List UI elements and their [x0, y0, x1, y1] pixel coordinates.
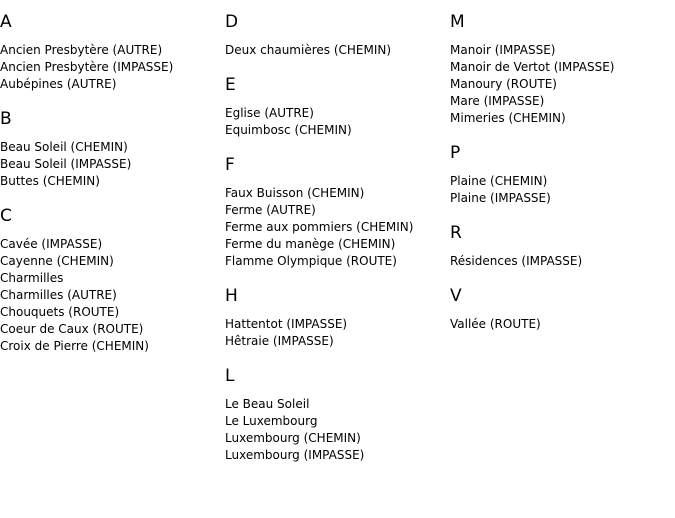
section-c — [0, 205, 220, 355]
section-l — [225, 365, 445, 464]
section-a — [0, 11, 220, 93]
section-letter: A — [0, 12, 12, 32]
section-d — [225, 11, 445, 59]
street-item: Vallée (ROUTE) — [450, 317, 541, 331]
section-h — [225, 285, 445, 350]
street-list — [225, 105, 445, 139]
section-letter: E — [225, 75, 236, 95]
street-item: Plaine (CHEMIN) — [450, 174, 548, 188]
street-item: Charmilles (AUTRE) — [0, 288, 117, 302]
section-letter: L — [225, 366, 235, 386]
street-item: Manoir (IMPASSE) — [450, 43, 556, 57]
section-letter: R — [450, 223, 462, 243]
street-list — [450, 316, 670, 333]
section-b — [0, 108, 220, 190]
street-item: Mare (IMPASSE) — [450, 94, 545, 108]
street-item: Plaine (IMPASSE) — [450, 191, 551, 205]
street-item: Equimbosc (CHEMIN) — [225, 123, 352, 137]
street-item: Charmilles — [0, 271, 64, 285]
street-item: Ancien Presbytère (AUTRE) — [0, 43, 163, 57]
street-item: Luxembourg (IMPASSE) — [225, 448, 365, 462]
street-item: Beau Soleil (CHEMIN) — [0, 140, 128, 154]
street-item: Mimeries (CHEMIN) — [450, 111, 566, 125]
street-item: Manoury (ROUTE) — [450, 77, 557, 91]
section-r — [450, 222, 670, 270]
column-1 — [0, 11, 220, 370]
section-letter: C — [0, 206, 12, 226]
street-item: Hattentot (IMPASSE) — [225, 317, 348, 331]
section-m — [450, 11, 670, 127]
street-item: Faux Buisson (CHEMIN) — [225, 186, 365, 200]
street-list — [0, 139, 220, 190]
section-f — [225, 154, 445, 270]
street-list — [450, 173, 670, 207]
street-item: Coeur de Caux (ROUTE) — [0, 322, 144, 336]
section-v — [450, 285, 670, 333]
street-item: Cayenne (CHEMIN) — [0, 254, 114, 268]
column-3 — [450, 11, 670, 348]
street-item: Ferme du manège (CHEMIN) — [225, 237, 396, 251]
street-item: Résidences (IMPASSE) — [450, 254, 583, 268]
street-item: Ferme aux pommiers (CHEMIN) — [225, 220, 414, 234]
section-letter: H — [225, 286, 238, 306]
section-letter: P — [450, 143, 461, 163]
column-2 — [225, 11, 445, 479]
street-item: Le Luxembourg — [225, 414, 318, 428]
street-item: Ancien Presbytère (IMPASSE) — [0, 60, 174, 74]
street-item: Flamme Olympique (ROUTE) — [225, 254, 397, 268]
section-e — [225, 74, 445, 139]
street-item: Buttes (CHEMIN) — [0, 174, 100, 188]
street-item: Manoir de Vertot (IMPASSE) — [450, 60, 615, 74]
street-item: Luxembourg (CHEMIN) — [225, 431, 361, 445]
street-item: Le Beau Soleil — [225, 397, 310, 411]
street-list — [450, 253, 670, 270]
section-letter: M — [450, 12, 465, 32]
street-item: Eglise (AUTRE) — [225, 106, 314, 120]
street-list — [225, 42, 445, 59]
street-list — [225, 316, 445, 350]
street-item: Aubépines (AUTRE) — [0, 77, 117, 91]
section-p — [450, 142, 670, 207]
section-letter: F — [225, 155, 235, 175]
street-list — [225, 185, 445, 270]
street-item: Deux chaumières (CHEMIN) — [225, 43, 392, 57]
street-item: Cavée (IMPASSE) — [0, 237, 103, 251]
street-list — [450, 42, 670, 127]
street-list — [0, 236, 220, 355]
street-list — [225, 396, 445, 464]
section-letter: B — [0, 109, 12, 129]
street-item: Ferme (AUTRE) — [225, 203, 316, 217]
street-item: Chouquets (ROUTE) — [0, 305, 120, 319]
street-item: Beau Soleil (IMPASSE) — [0, 157, 132, 171]
street-list — [0, 42, 220, 93]
section-letter: D — [225, 12, 239, 32]
section-letter: V — [450, 286, 462, 306]
street-item: Hêtraie (IMPASSE) — [225, 334, 334, 348]
street-item: Croix de Pierre (CHEMIN) — [0, 339, 149, 353]
